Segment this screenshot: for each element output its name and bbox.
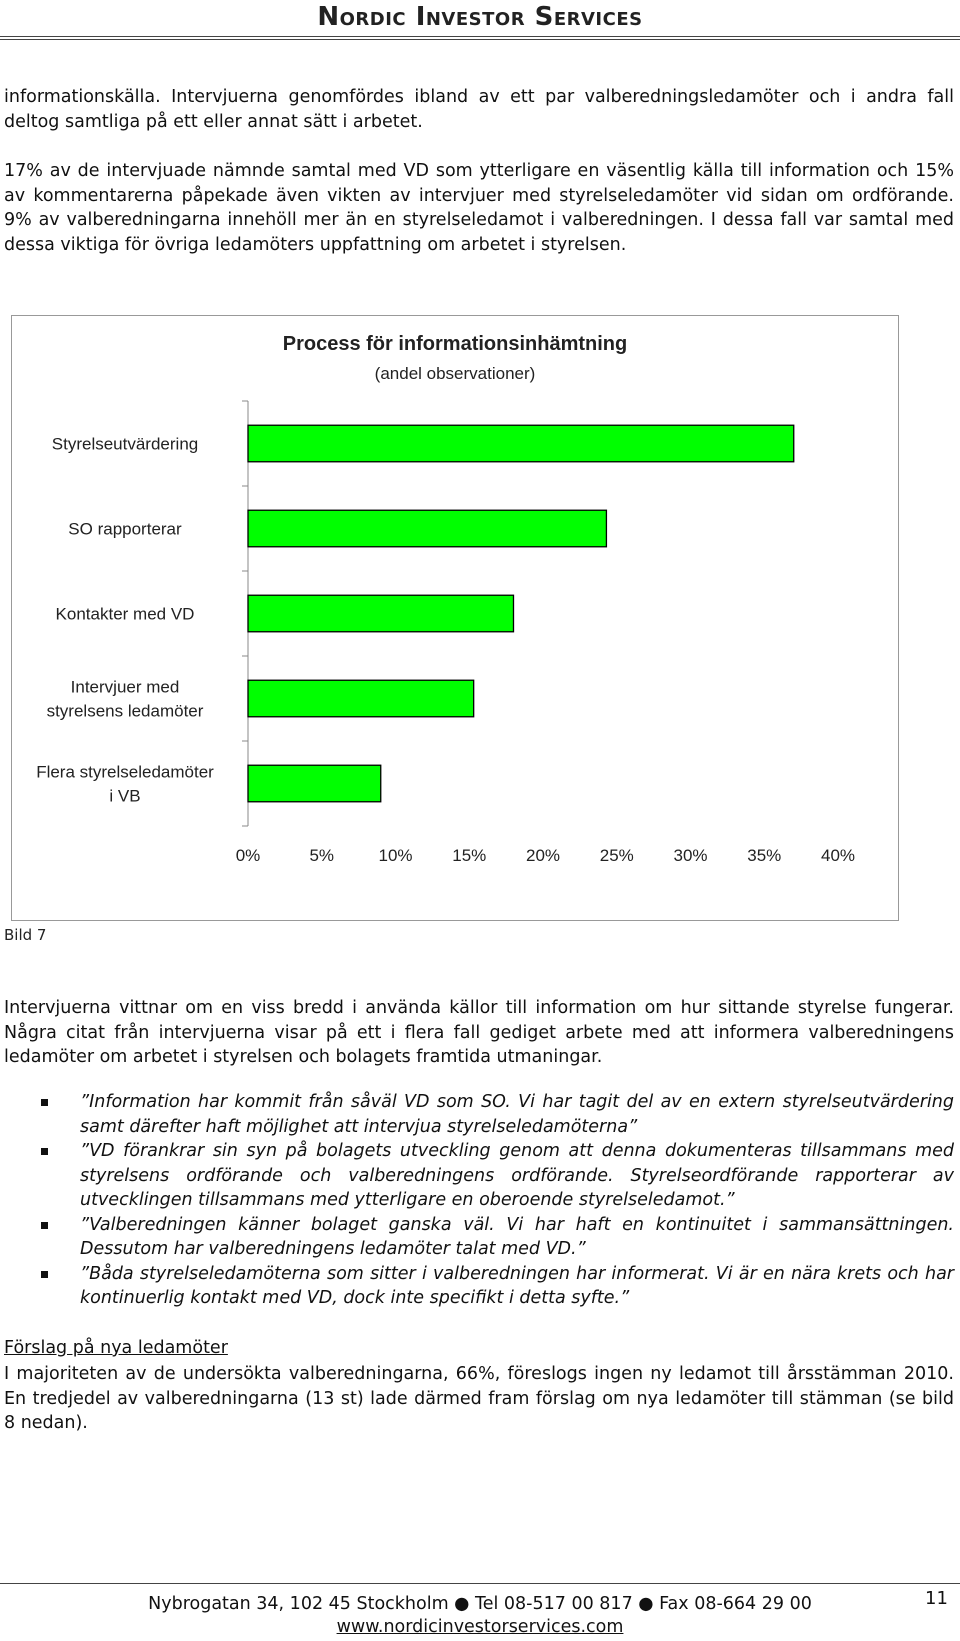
bullet-icon <box>41 1222 48 1229</box>
quote-item <box>4 1090 954 1139</box>
quote-text: ”Information har kommit från såväl VD som SO. Vi har tagit del av en extern styrelseutvärdering samt därefter haft möjlighet att intervjua styrelseledamöterna” <box>80 1092 954 1137</box>
quote-text: ”VD förankrar sin syn på bolagets utveckling genom att denna dokumenteras tillsammans med styrelsens ordförande och valberedningens ordförande. Styrelseordförande rapporterar av utvecklingen tillsammans med ytterligare en oberoende styrelseledamot.” <box>80 1141 954 1210</box>
x-tick-label: 10% <box>378 846 413 865</box>
page-number: 11 <box>925 1588 948 1609</box>
x-tick-label: 15% <box>452 846 487 865</box>
category-label: Flera styrelseledamöter <box>36 762 214 782</box>
header-title: Nordic Investor Services <box>317 2 643 32</box>
bar <box>248 595 514 632</box>
bullet-icon <box>41 1148 48 1155</box>
quote-list <box>4 1090 954 1311</box>
category-label: SO rapporterar <box>68 519 182 539</box>
footer-address: Nybrogatan 34, 102 45 Stockholm ● Tel 08-517 00 817 ● Fax 08-664 29 00 <box>148 1594 812 1614</box>
bar <box>248 510 606 547</box>
header-rule-secondary <box>0 39 960 40</box>
x-tick-label: 35% <box>747 846 782 865</box>
bar <box>248 425 794 462</box>
quote-item <box>4 1213 954 1262</box>
figure-caption: Bild 7 <box>4 926 47 944</box>
quote-text: ”Båda styrelseledamöterna som sitter i valberedningen har informerat. Vi är en nära krets och har kontinuerlig kontakt med VD, dock inte specifikt i detta syfte.” <box>80 1263 954 1308</box>
chart-subtitle: (andel observationer) <box>374 364 536 383</box>
category-label: Styrelseutvärdering <box>51 434 199 454</box>
bullet-icon <box>41 1099 48 1106</box>
x-tick-label: 30% <box>673 846 708 865</box>
quote-item <box>4 1139 954 1213</box>
quote-text: ”Valberedningen känner bolaget ganska väl. Vi har haft en kontinuitet i sammansättningen. Dessutom har valberedningens ledamöter talat med VD.” <box>80 1214 954 1259</box>
bar <box>248 680 474 717</box>
x-tick-label: 40% <box>820 846 856 865</box>
header-rule <box>0 36 960 37</box>
x-tick-label: 5% <box>309 846 335 865</box>
chart-title: Process för informationsinhämtning <box>282 333 628 355</box>
x-tick-label: 0% <box>235 846 261 865</box>
bar-chart <box>12 316 898 920</box>
paragraph-intro: informationskälla. Intervjuerna genomfördes ibland av ett par valberedningsledamöter och i andra fall deltog samtliga på ett eller annat sätt i arbetet. <box>4 87 954 132</box>
category-label: Intervjuer med <box>70 677 180 697</box>
paragraph-analysis: Intervjuerna vittnar om en viss bredd i använda källor till information om hur sittande styrelse fungerar. Några citat från intervjuerna visar på ett i flera fall gediget arbete med att informera valberedningens ledamöter om arbetet i styrelsen och bolagets framtida utmaningar. <box>4 998 954 1067</box>
quote-item <box>4 1262 954 1311</box>
paragraph-stats: 17% av de intervjuade nämnde samtal med VD som ytterligare en väsentlig källa till information och 15% av kommentarerna påpekade även vikten av intervjuer med styrelseledamöter vid sidan om ordförande. 9% av valberedningarna innehöll mer än en styrelseledamot i valberedningen. I dessa fall var samtal med dessa viktiga för övriga ledamöters uppfattning om arbetet i styrelsen. <box>4 161 954 255</box>
footer-website-link[interactable]: www.nordicinvestorservices.com <box>336 1617 624 1637</box>
x-tick-label: 25% <box>599 846 634 865</box>
category-label: i VB <box>109 786 141 806</box>
chart-container <box>11 315 899 921</box>
bar <box>248 765 381 802</box>
category-label: Kontakter med VD <box>55 604 195 624</box>
section-heading: Förslag på nya ledamöter <box>4 1338 228 1358</box>
bullet-icon <box>41 1271 48 1278</box>
footer-rule <box>0 1583 960 1584</box>
x-tick-label: 20% <box>525 846 561 865</box>
paragraph-new-members: I majoriteten av de undersökta valberedningarna, 66%, föreslogs ingen ny ledamot till årsstämman 2010. En tredjedel av valberedningarna (13 st) lade därmed fram förslag om nya ledamöter till stämman (se bild 8 nedan). <box>4 1364 954 1433</box>
category-label: styrelsens ledamöter <box>46 701 204 721</box>
